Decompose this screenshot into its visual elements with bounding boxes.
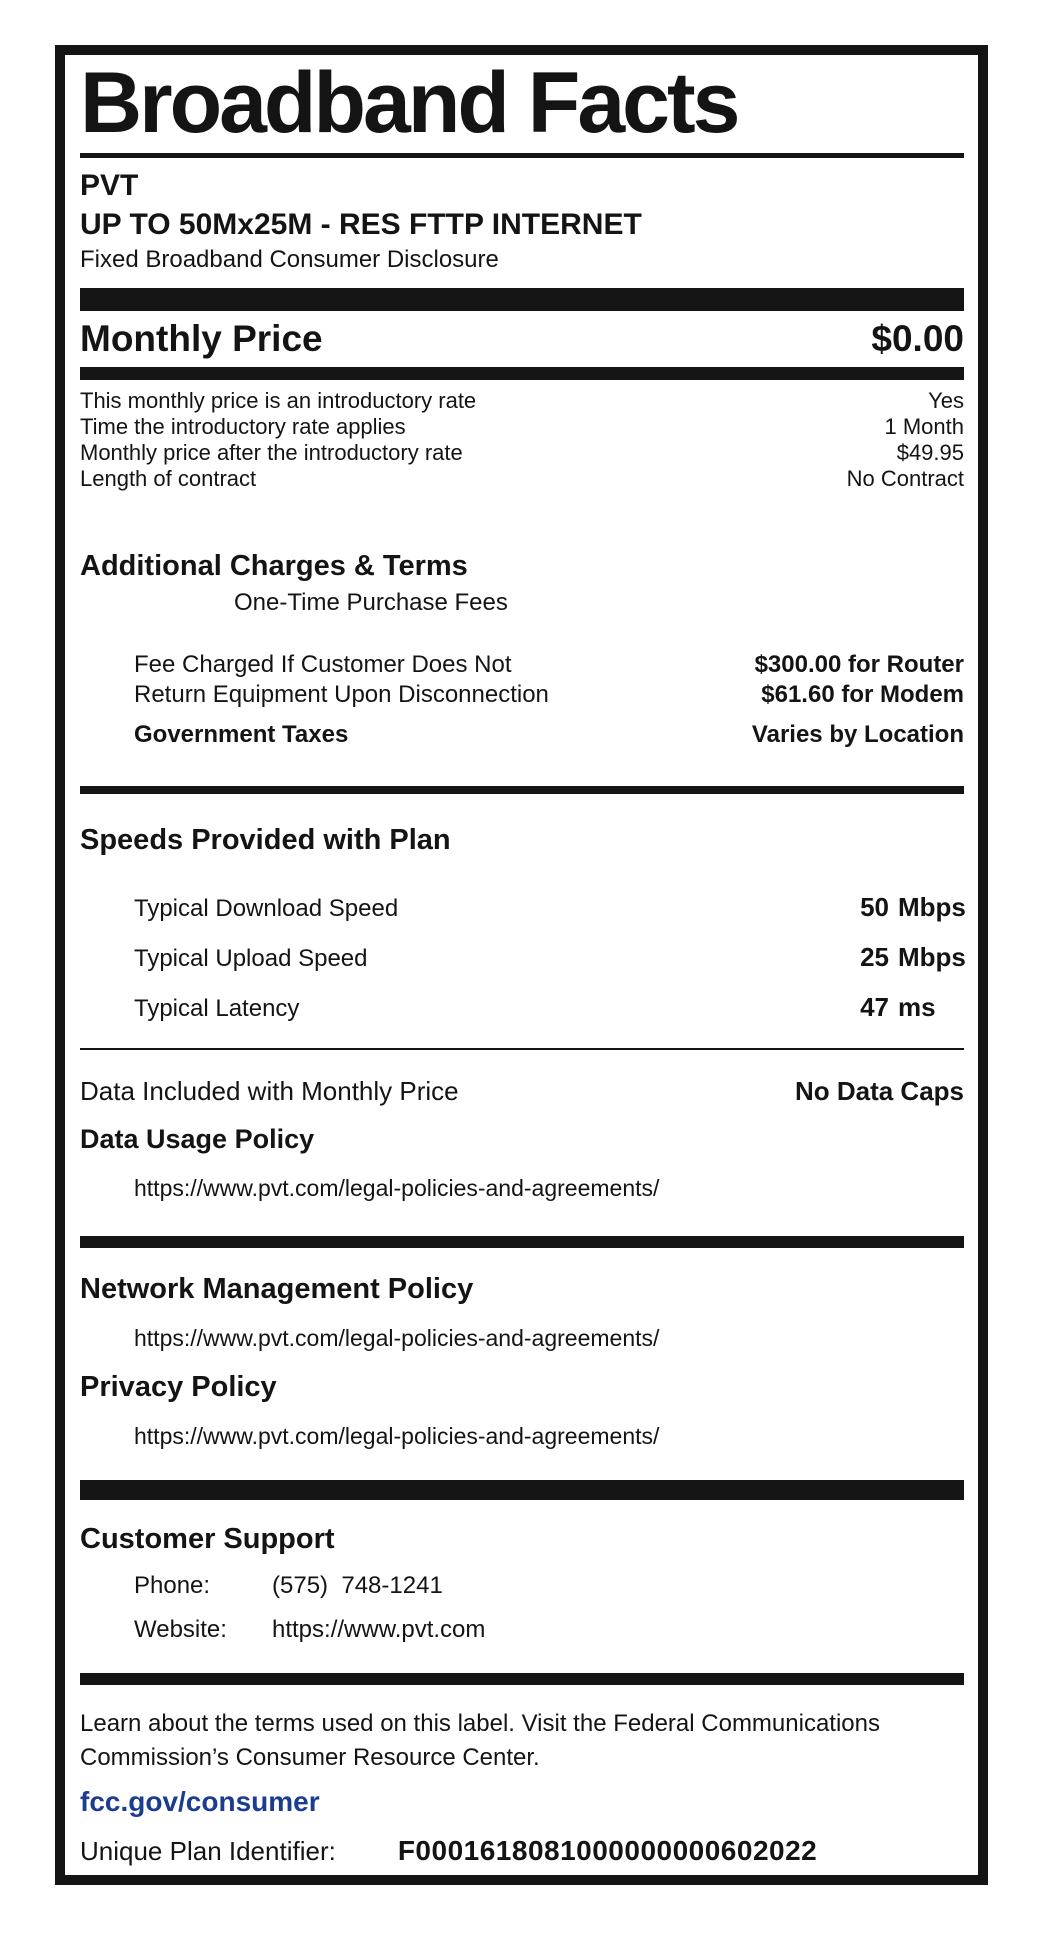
disclosure-type: Fixed Broadband Consumer Disclosure — [80, 245, 499, 273]
plan-id-value: F0001618081000000000602022 — [397, 1834, 818, 1866]
data-included-row — [80, 1074, 964, 1108]
speed-unit: ms — [898, 991, 936, 1022]
additional-charges-heading: Additional Charges & Terms — [80, 549, 468, 582]
speed-unit: Mbps — [898, 891, 966, 922]
fee-label-line2: Return Equipment Upon Disconnection — [134, 680, 549, 708]
government-taxes-label: Government Taxes — [134, 720, 349, 748]
fee-value-line1: $300.00 for Router — [754, 650, 964, 678]
row-value: Yes — [928, 387, 964, 413]
privacy-policy-link[interactable]: https://www.pvt.com/legal-policies-and-agreements/ — [134, 1422, 660, 1449]
website-link[interactable]: https://www.pvt.com — [272, 1615, 486, 1643]
fee-label-line1: Fee Charged If Customer Does Not — [134, 650, 512, 678]
row-label: Monthly price after the introductory rate — [80, 439, 463, 465]
monthly-price-value: $0.00 — [871, 317, 964, 359]
speed-value: 50 — [860, 891, 889, 922]
speed-label: Typical Upload Speed — [134, 944, 368, 972]
speed-label: Typical Download Speed — [134, 894, 399, 922]
fcc-consumer-link[interactable]: fcc.gov/consumer — [80, 1785, 320, 1817]
intro-rate-table — [80, 388, 964, 492]
label-title: Broadband Facts — [80, 55, 738, 151]
equipment-fee-value — [755, 650, 964, 710]
government-taxes-value: Varies by Location — [751, 720, 964, 748]
provider-name: PVT — [80, 168, 139, 202]
data-included-value: No Data Caps — [794, 1075, 964, 1106]
broadband-facts-label — [55, 45, 988, 1885]
one-time-fees-subheading: One-Time Purchase Fees — [234, 588, 508, 616]
row-value: $49.95 — [896, 439, 964, 465]
footer-info-text: Learn about the terms used on this label. Visit the Federal Communications Commission’s Consumer Resource Center. — [80, 1709, 880, 1771]
table-row — [80, 388, 964, 414]
customer-support-heading: Customer Support — [80, 1522, 335, 1555]
phone-row — [134, 1571, 964, 1601]
speeds-table — [80, 888, 964, 1028]
monthly-price-heading: Monthly Price — [80, 317, 323, 359]
divider-support — [80, 1673, 964, 1685]
website-label: Website: — [134, 1615, 227, 1643]
phone-label: Phone: — [134, 1571, 211, 1599]
speed-row — [80, 888, 964, 928]
fee-value-line2: $61.60 for Modem — [761, 680, 964, 708]
speed-label: Typical Latency — [134, 994, 300, 1022]
speed-value: 47 — [860, 991, 889, 1022]
phone-value: (575) 748-1241 — [272, 1571, 443, 1599]
government-taxes-row — [80, 720, 964, 750]
divider-policies — [80, 1480, 964, 1500]
network-management-policy-link[interactable]: https://www.pvt.com/legal-policies-and-agreements/ — [134, 1324, 660, 1351]
divider-monthly-price — [80, 367, 964, 380]
data-included-label: Data Included with Monthly Price — [80, 1075, 459, 1106]
privacy-policy-heading: Privacy Policy — [80, 1370, 277, 1403]
speeds-heading: Speeds Provided with Plan — [80, 823, 451, 856]
speed-unit: Mbps — [898, 941, 966, 972]
divider-additional-charges — [80, 786, 964, 794]
monthly-price-row — [80, 315, 964, 363]
divider-speeds — [80, 1048, 964, 1050]
network-management-policy-heading: Network Management Policy — [80, 1272, 474, 1305]
speed-value: 25 — [860, 941, 889, 972]
title-rule — [80, 153, 964, 158]
website-row — [134, 1615, 964, 1645]
speed-row — [80, 938, 964, 978]
table-row — [80, 440, 964, 466]
row-label: Time the introductory rate applies — [80, 413, 406, 439]
speed-value-group — [860, 988, 964, 1028]
table-row — [80, 414, 964, 440]
equipment-fee-label — [134, 650, 549, 710]
row-value: 1 Month — [884, 413, 964, 439]
plan-id-label: Unique Plan Identifier: — [80, 1835, 336, 1866]
row-label: This monthly price is an introductory rate — [80, 387, 477, 413]
row-label: Length of contract — [80, 465, 257, 491]
table-row — [80, 466, 964, 492]
data-usage-policy-heading: Data Usage Policy — [80, 1123, 315, 1154]
plan-name: UP TO 50Mx25M - RES FTTP INTERNET — [80, 207, 642, 241]
equipment-fee-row — [134, 650, 964, 710]
plan-identifier-row — [80, 1833, 964, 1869]
row-value: No Contract — [846, 465, 964, 491]
divider-data-section — [80, 1236, 964, 1248]
speed-value-group — [860, 938, 964, 978]
speed-value-group — [860, 888, 964, 928]
speed-row — [80, 988, 964, 1028]
data-usage-policy-link[interactable]: https://www.pvt.com/legal-policies-and-agreements/ — [134, 1174, 660, 1201]
divider-header — [80, 288, 964, 311]
